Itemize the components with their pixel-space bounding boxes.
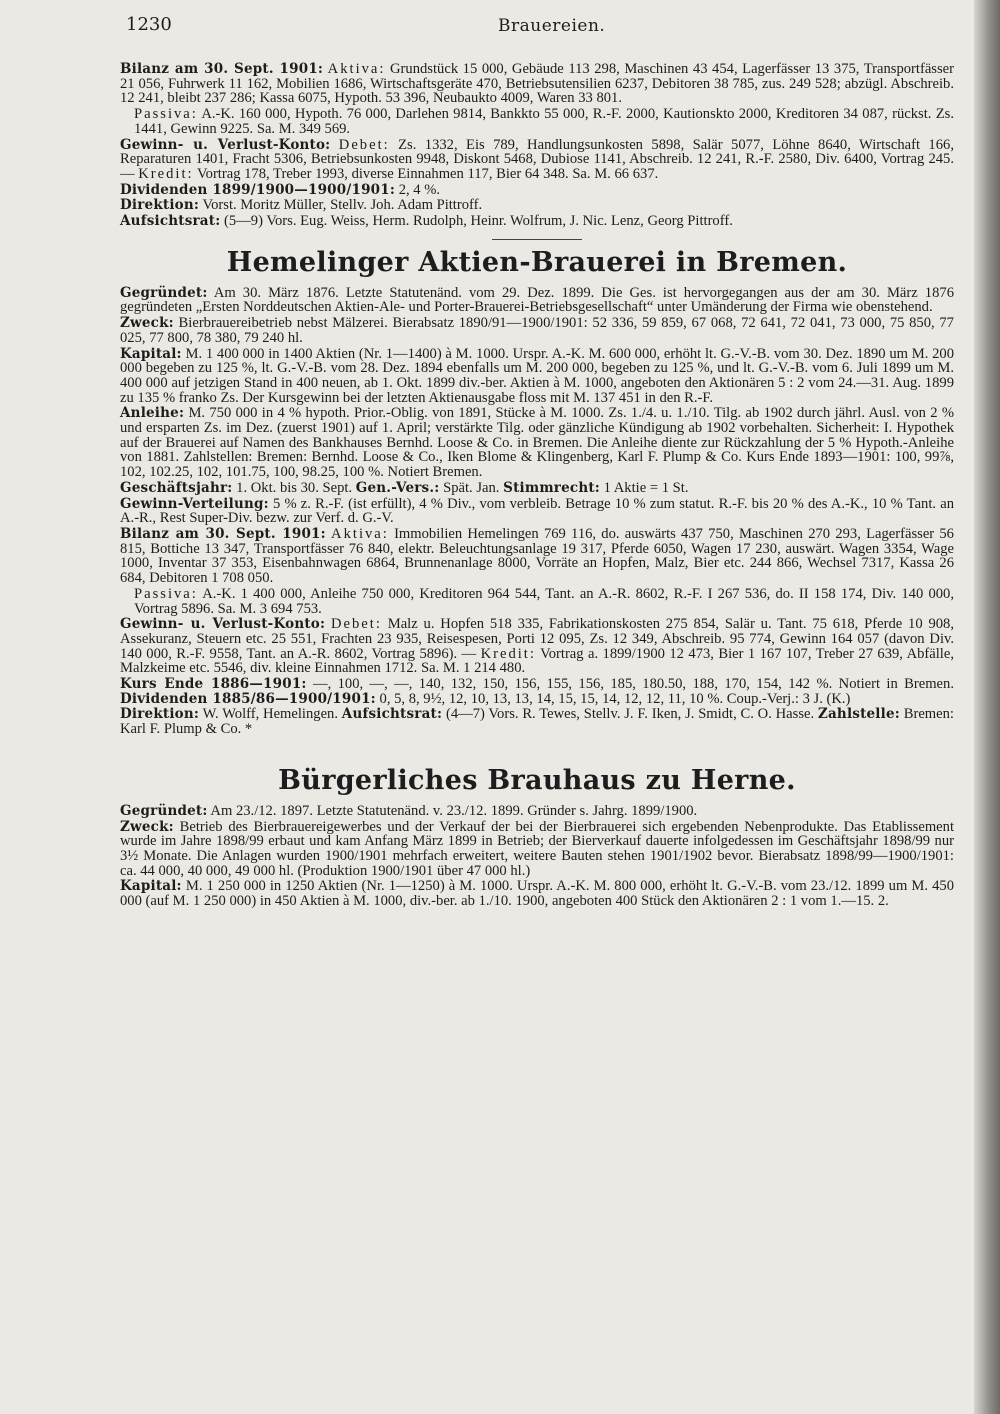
page-header <box>118 10 948 40</box>
s2-zweck: Zweck: Bierbrauereibetrieb nebst Mälzerei. Bierabsatz 1890/91—1900/1901: 52 336, 59 859, 67 068, 72 641, 72 041, 73 000, 75 850, 77 025, 77 800, 78 380, 79 240 hl. <box>120 315 954 346</box>
scan-edge-shadow <box>974 0 1000 1414</box>
s1-aufsichtsrat: Aufsichtsrat: (5—9) Vors. Eug. Weiss, Herm. Rudolph, Heinr. Wolfrum, J. Nic. Lenz, Georg Pittroff. <box>120 213 733 230</box>
section-divider <box>492 239 582 240</box>
company-title-herne: Bürgerliches Brauhaus zu Herne. <box>278 764 796 796</box>
s3-gegruendet: Gegründet: Am 23./12. 1897. Letzte Statutenänd. v. 23./12. 1899. Gründer s. Jahrg. 1899/1900. <box>120 802 698 819</box>
s1-direktion: Direktion: Vorst. Moritz Müller, Stellv. Joh. Adam Pittroff. <box>120 197 483 214</box>
s1-passiva: Passiva: A.-K. 160 000, Hypoth. 76 000, Darlehen 9814, Bankkto 55 000, R.-F. 2000, Kautionskto 2000, Kreditoren 34 087, rückst. Zs. 1441, Gewinn 9225. Sa. M. 349 569. <box>134 106 954 137</box>
s2-gegruendet: Gegründet: Am 30. März 1876. Letzte Statutenänd. vom 29. Dez. 1899. Die Ges. ist hervorgegangen aus der am 30. März 1876 gegründeten „Ersten Norddeutschen Aktien-Ale- und Porter-Brauerei-Betriebsgesellschaft“ unter Umänderung der Firma wie obenstehend. <box>120 284 954 316</box>
s2-kapital: Kapital: M. 1 400 000 in 1400 Aktien (Nr. 1—1400) à M. 1000. Urspr. A.-K. M. 600 000, erhöht lt. G.-V.-B. vom 30. Dez. 1890 um M. 200 000 begeben zu 125 %, lt. G.-V.-B. vom 28. Dez. 1894 ebenfalls um M. 200 000, begeben zu 125 %, und lt. G.-V.-B. vom 6. Juli 1899 um M. 400 000 auf jetzigen Stand in 400 neuen, ab 1. Okt. 1899 div.-ber. Aktien à M. 1000, angeboten den Aktionären 5 : 2 vom 24.—31. Aug. 1899 zu 135 % franko Zs. Der Kursgewinn bei der letzten Aktienausgabe floss mit M. 137 451 in den R.-F. <box>120 345 954 406</box>
s2-kurs: Kurs Ende 1886—1901: —, 100, —, —, 140, 132, 150, 156, 155, 156, 185, 180.50, 188, 170, 154, 142 %. Notiert in Bremen. Dividenden 1885/86—1900/1901: 0, 5, 8, 9½, 12, 10, 13, 13, 14, 15, 15, 14, 12, 12, 11, 10 %. Coup.-Verj.: 3 J. (K.) <box>120 676 954 707</box>
s1-bilanz: Bilanz am 30. Sept. 1901: Aktiva: Grundstück 15 000, Gebäude 113 298, Maschinen 43 454, Lagerfässer 13 375, Transportfässer 21 056, Fuhrwerk 11 162, Mobilien 1686, Wirtschaftsgeräte 470, Betriebsutensilien 6237, Debitoren 38 785, zus. 249 528; abzügl. Abschreib. 12 241, bleibt 237 286; Kassa 6075, Hypoth. 53 396, Neubaukto 4009, Waren 33 801. <box>120 61 954 107</box>
s3-zweck: Zweck: Betrieb des Bierbrauereigewerbes und der Verkauf der bei der Bierbrauerei sich ergebenden Nebenprodukte. Das Etablissement wurde im Jahre 1898/99 erbaut und kam Anfang März 1899 in Betrieb; der Bierverkauf dauerte infolgedessen im Geschäftsjahr 1898/99 nur 3½ Monate. Die Anlagen wurden 1900/1901 mehrfach erweitert, weitere Bauten stehen 1901/1902 bevor. Bierabsatz 1898/99—1900/1901: ca. 44 000, 40 000, 49 000 hl. (Produktion 1900/1901 über 47 000 hl.) <box>120 818 954 879</box>
company-title-hemelinger: Hemelinger Aktien-Brauerei in Bremen. <box>226 246 848 278</box>
s2-direktion: Direktion: W. Wolff, Hemelingen. Aufsichtsrat: (4—7) Vors. R. Tewes, Stellv. J. F. Iken, J. Smidt, C. O. Hasse. Zahlstelle: Bremen: Karl F. Plump & Co. * <box>120 706 954 738</box>
s1-dividenden: Dividenden 1899/1900—1900/1901: 2, 4 %. <box>120 181 441 198</box>
s3-kapital: Kapital: M. 1 250 000 in 1250 Aktien (Nr. 1—1250) à M. 1000. Urspr. A.-K. M. 800 000, erhöht lt. G.-V.-B. vom 23./12. 1899 um M. 450 000 (auf M. 1 250 000) in 450 Aktien à M. 1000, div.-ber. ab 1./10. 1900, angeboten 400 Stück den Aktionären 2 : 1 vom 1.—15. 2. <box>120 878 954 910</box>
page-content <box>120 62 954 910</box>
s2-anleihe: Anleihe: M. 750 000 in 4 % hypoth. Prior.-Oblig. von 1891, Stücke à M. 1000. Zs. 1./4. u. 1./10. Tilg. ab 1902 durch jährl. Ausl. von 2 % und ersparten Zs. im Dez. (zuerst 1901) auf 1. April; verstärkte Tilg. oder gänzliche Kündigung ab 1902 vorbehalten. Sicherheit: I. Hypothek auf der Brauerei auf Namen des Bankhauses Bernhd. Loose & Co. in Bremen. Die Anleihe diente zur Rückzahlung der 5 % Hypoth.-Anleihe von 1881. Zahlstellen: Bremen: Bernhd. Loose & Co., Iken Blome & Klingenberg, Karl F. Plump & Co. Kurs Ende 1893—1901: 100, 99⅞, 102, 102.25, 102, 101.75, 100, 98.25, 100 %. Notiert Bremen. <box>120 405 954 481</box>
s2-gewinn-verteilung: Gewinn-Verteilung: 5 % z. R.-F. (ist erfüllt), 4 % Div., vom verbleib. Betrage 10 % zum statut. R.-F. bis 20 % des A.-K., 10 % Tant. an A.-R., Rest Super-Div. bezw. zur Verf. d. G.-V. <box>120 495 954 527</box>
s1-gewinn-verlust: Gewinn- u. Verlust-Konto: Debet: Zs. 1332, Eis 789, Handlungsunkosten 5898, Salär 5077, Löhne 8640, Wirtschaft 166, Reparaturen 1401, Fracht 5306, Betriebsunkosten 9948, Diskont 5468, Dubiose 1141, Abschreib. 12 241, R.-F. 2580, Div. 6400, Vortrag 245. — Kredit: Vortrag 178, Treber 1993, diverse Einnahmen 117, Bier 64 348. Sa. M. 66 637. <box>120 136 954 182</box>
s2-passiva: Passiva: A.-K. 1 400 000, Anleihe 750 000, Kreditoren 964 544, Tant. an A.-R. 8602, R.-F. I 267 536, do. II 158 174, Div. 140 000, Vortrag 5896. Sa. M. 3 694 753. <box>134 585 955 617</box>
page-number: 1230 <box>126 14 172 35</box>
s2-bilanz: Bilanz am 30. Sept. 1901: Aktiva: Immobilien Hemelingen 769 116, do. auswärts 437 750, Maschinen 270 293, Lagerfässer 56 815, Bottiche 13 347, Transportfässer 76 840, elektr. Beleuchtungsanlage 19 317, Pferde 6050, Wagen 17 230, auswärt. Wagen 3354, Wage 1000, Inventar 37 353, Eisenbahnwagen 6864, Brunnenanlage 8000, Vorräte an Hopfen, Malz, Bier etc. 244 866, Wechsel 7317, Kassa 26 684, Debitoren 1 708 050. <box>120 525 954 587</box>
running-head: Brauereien. <box>498 16 606 36</box>
s2-gewinn-verlust: Gewinn- u. Verlust-Konto: Debet: Malz u. Hopfen 518 335, Fabrikationskosten 275 854, Salär u. Tant. 75 618, Pferde 10 908, Assekuranz, Steuern etc. 25 551, Frachten 23 935, Reisespesen, Porti 12 095, Zs. 12 349, Abschreib. 95 774, Gewinn 164 057 (davon Div. 140 000, R.-F. 9558, Tant. an A.-R. 8602, Vortrag 5896). — Kredit: Vortrag a. 1899/1900 12 473, Bier 1 167 107, Treber 27 639, Abfälle, Malzkeime etc. 5546, div. kleine Einnahmen 1712. Sa. M. 1 214 480. <box>120 616 954 677</box>
section-spacer <box>120 738 954 758</box>
s2-geschaeftsjahr: Geschäftsjahr: 1. Okt. bis 30. Sept. Gen.-Vers.: Spät. Jan. Stimmrecht: 1 Aktie = 1 St. <box>120 479 689 496</box>
